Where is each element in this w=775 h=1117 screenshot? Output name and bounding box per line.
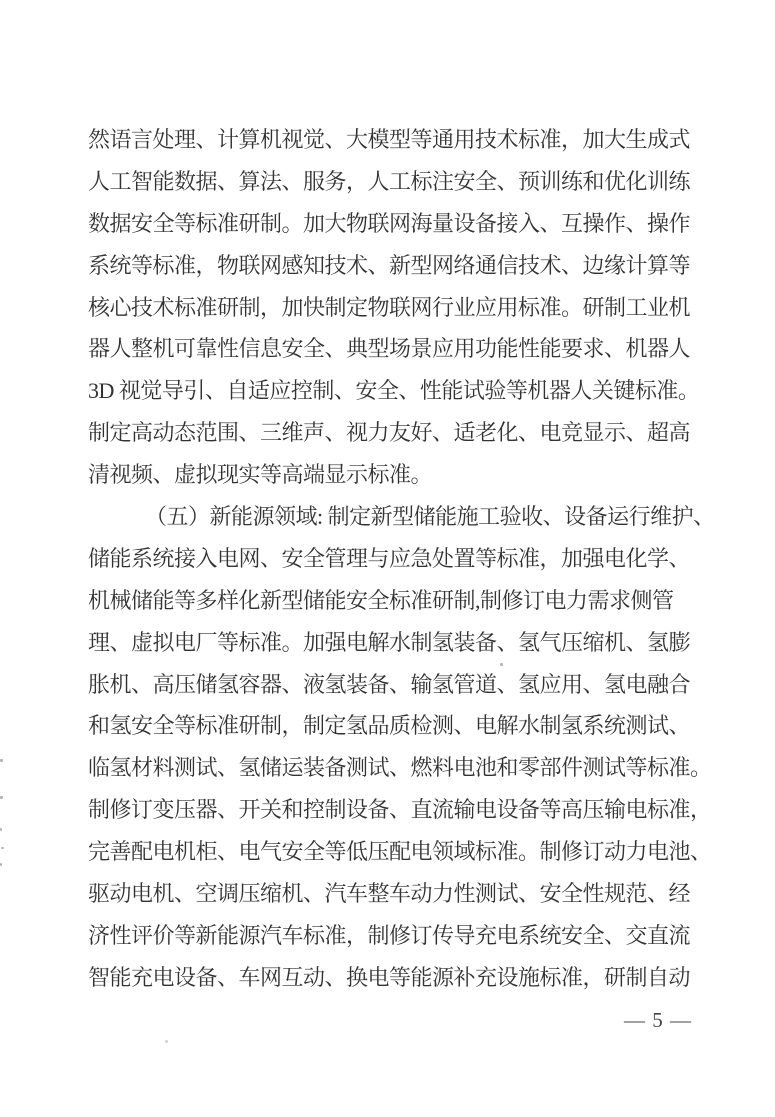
text-line: 器人整机可靠性信息安全、典型场景应用功能性能要求、机器人: [88, 336, 691, 362]
scan-artifact: [0, 796, 3, 799]
scan-artifact: [0, 863, 2, 866]
text-line: 系统等标准，物联网感知技术、新型网络通信技术、边缘计算等: [88, 252, 691, 278]
text-line: 和氢安全等标准研制，制定氢品质检测、电解水制氢系统测试、: [88, 713, 691, 739]
text-line: 胀机、高压储氢容器、液氢装备、输氢管道、氢应用、氢电融合: [88, 671, 691, 697]
text-line: 济性评价等新能源汽车标准，制修订传导充电系统安全、交直流: [88, 922, 691, 948]
scan-artifact: [165, 1040, 168, 1043]
body-text: [88, 119, 713, 999]
text-line: 核心技术标准研制，加快制定物联网行业应用标准。研制工业机: [88, 294, 691, 320]
scan-artifact: [0, 759, 3, 762]
text-line: 储能系统接入电网、安全管理与应急处置等标准，加强电化学、: [88, 545, 691, 571]
text-line: 数据安全等标准研制。加大物联网海量设备接入、互操作、操作: [88, 210, 691, 236]
text-line: 机械储能等多样化新型储能安全标准研制,制修订电力需求侧管: [88, 587, 674, 613]
text-line: 制定高动态范围、三维声、视力友好、适老化、电竞显示、超高: [88, 420, 691, 446]
text-line: 驱动电机、空调压缩机、汽车整车动力性测试、安全性规范、经: [88, 881, 691, 907]
text-line: 完善配电机柜、电气安全等低压配电领域标准。制修订动力电池、: [88, 839, 712, 865]
text-line: 然语言处理、计算机视觉、大模型等通用技术标准，加大生成式: [88, 127, 691, 152]
scan-artifact: [0, 828, 2, 831]
text-line: 理、虚拟电厂等标准。加强电解水制氢装备、氢气压缩机、氢膨: [88, 629, 691, 655]
text-line: 制修订变压器、开关和控制设备、直流输电设备等高压输电标准，: [88, 797, 712, 823]
text-line: 3D 视觉导引、自适应控制、安全、性能试验等机器人关键标准。: [88, 378, 700, 404]
text-line: 智能充电设备、车网互动、换电等能源补充设施标准，研制自动: [88, 964, 691, 990]
paragraph-start-line: （五）新能源领域: 制定新型储能施工验收、设备运行维护、: [145, 504, 715, 530]
scan-artifact: [1, 847, 4, 849]
text-line: 清视频、虚拟现实等高端显示标准。: [88, 462, 433, 488]
page-number: — 5 —: [624, 1008, 692, 1032]
text-line: 临氢材料测试、氢储运装备测试、燃料电池和零部件测试等标准。: [88, 755, 712, 781]
text-line: 人工智能数据、算法、服务，人工标注安全、预训练和优化训练: [88, 168, 691, 194]
scan-artifact: [500, 663, 503, 666]
